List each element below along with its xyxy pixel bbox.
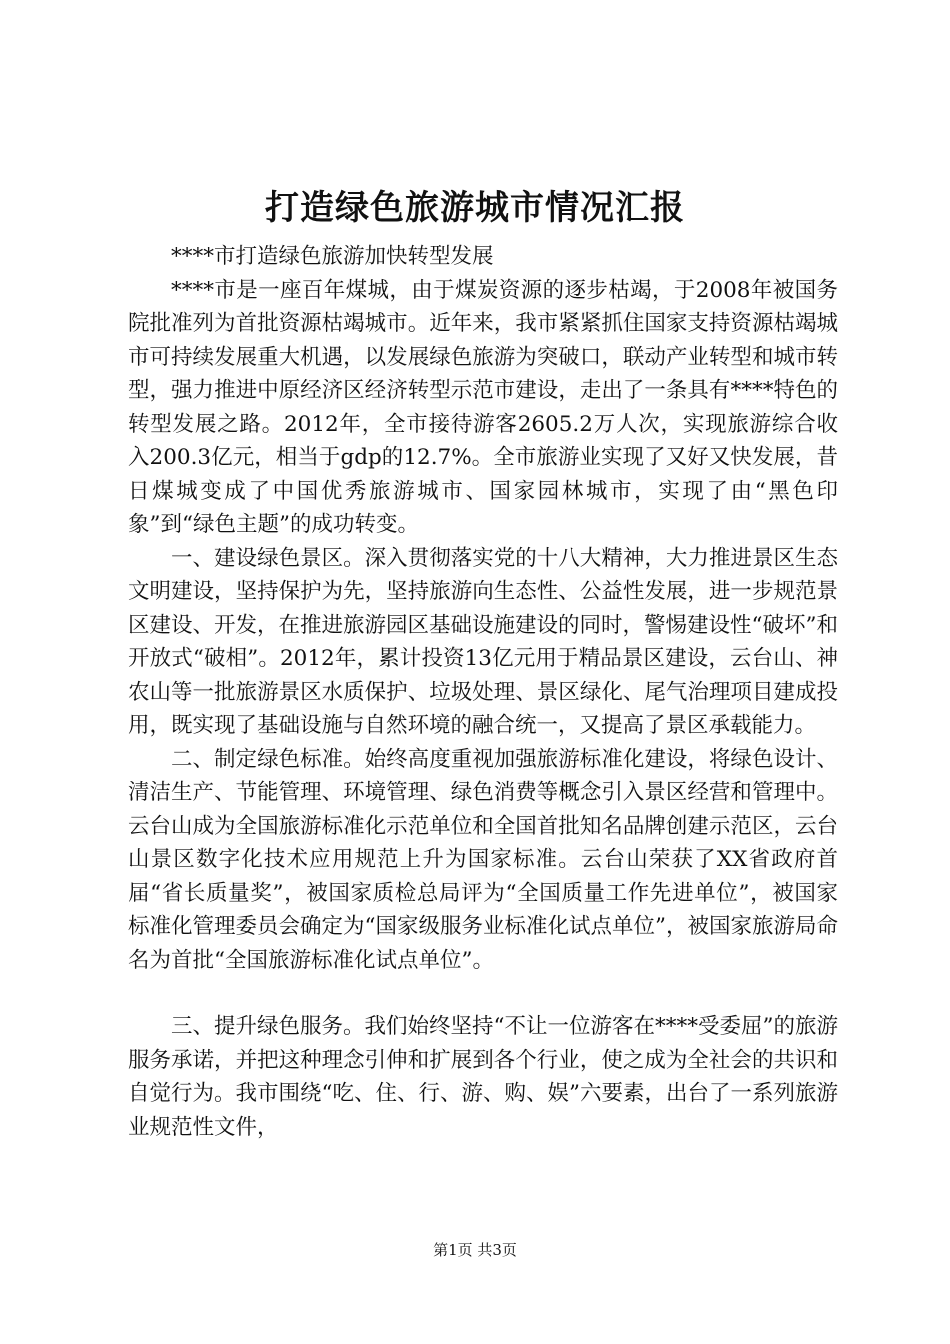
section-3-paragraph: 三、提升绿色服务。我们始终坚持“不让一位游客在****受委屈”的旅游服务承诺，并把这种理念引伸和扩展到各个行业，使之成为全社会的共识和自觉行为。我市围绕“吃、住、行、游、购、娱”六要素，出台了一系列旅游业规范性文件， [128, 1014, 838, 1140]
page-title: 打造绿色旅游城市情况汇报 [265, 188, 685, 228]
document-body [128, 240, 838, 1144]
subtitle-paragraph: ****市打造绿色旅游加快转型发展 [171, 244, 494, 269]
page-footer: 第1页 共3页 [433, 1241, 517, 1259]
section-2-paragraph: 二、制定绿色标准。始终高度重视加强旅游标准化建设，将绿色设计、清洁生产、节能管理、环境管理、绿色消费等概念引入景区经营和管理中。云台山成为全国旅游标准化示范单位和全国首批知名品牌创建示范区，云台山景区数字化技术应用规范上升为国家标准。云台山荣获了XX省政府首届“省长质量奖”，被国家质检总局评为“全国质量工作先进单位”，被国家标准化管理委员会确定为“国家级服务业标准化试点单位”，被国家旅游局命名为首批“全国旅游标准化试点单位”。 [128, 746, 838, 973]
section-1-paragraph: 一、建设绿色景区。深入贯彻落实党的十八大精神，大力推进景区生态文明建设，坚持保护为先，坚持旅游向生态性、公益性发展，进一步规范景区建设、开发，在推进旅游园区基础设施建设的同时，警惕建设性“破坏”和开放式“破相”。2012年，累计投资13亿元用于精品景区建设，云台山、神农山等一批旅游景区水质保护、垃圾处理、景区绿化、尾气治理项目建成投用，既实现了基础设施与自然环境的融合统一，又提高了景区承载能力。 [128, 545, 838, 738]
intro-paragraph: ****市是一座百年煤城，由于煤炭资源的逐步枯竭，于2008年被国务院批准列为首批资源枯竭城市。近年来，我市紧紧抓住国家支持资源枯竭城市可持续发展重大机遇，以发展绿色旅游为突破口，联动产业转型和城市转型，强力推进中原经济区经济转型示范市建设，走出了一条具有****特色的转型发展之路。2012年，全市接待游客2605.2万人次，实现旅游综合收入200.3亿元，相当于gdp的12.7%。全市旅游业实现了又好又快发展，昔日煤城变成了中国优秀旅游城市、国家园林城市，实现了由“黑色印象”到“绿色主题”的成功转变。 [128, 277, 838, 537]
